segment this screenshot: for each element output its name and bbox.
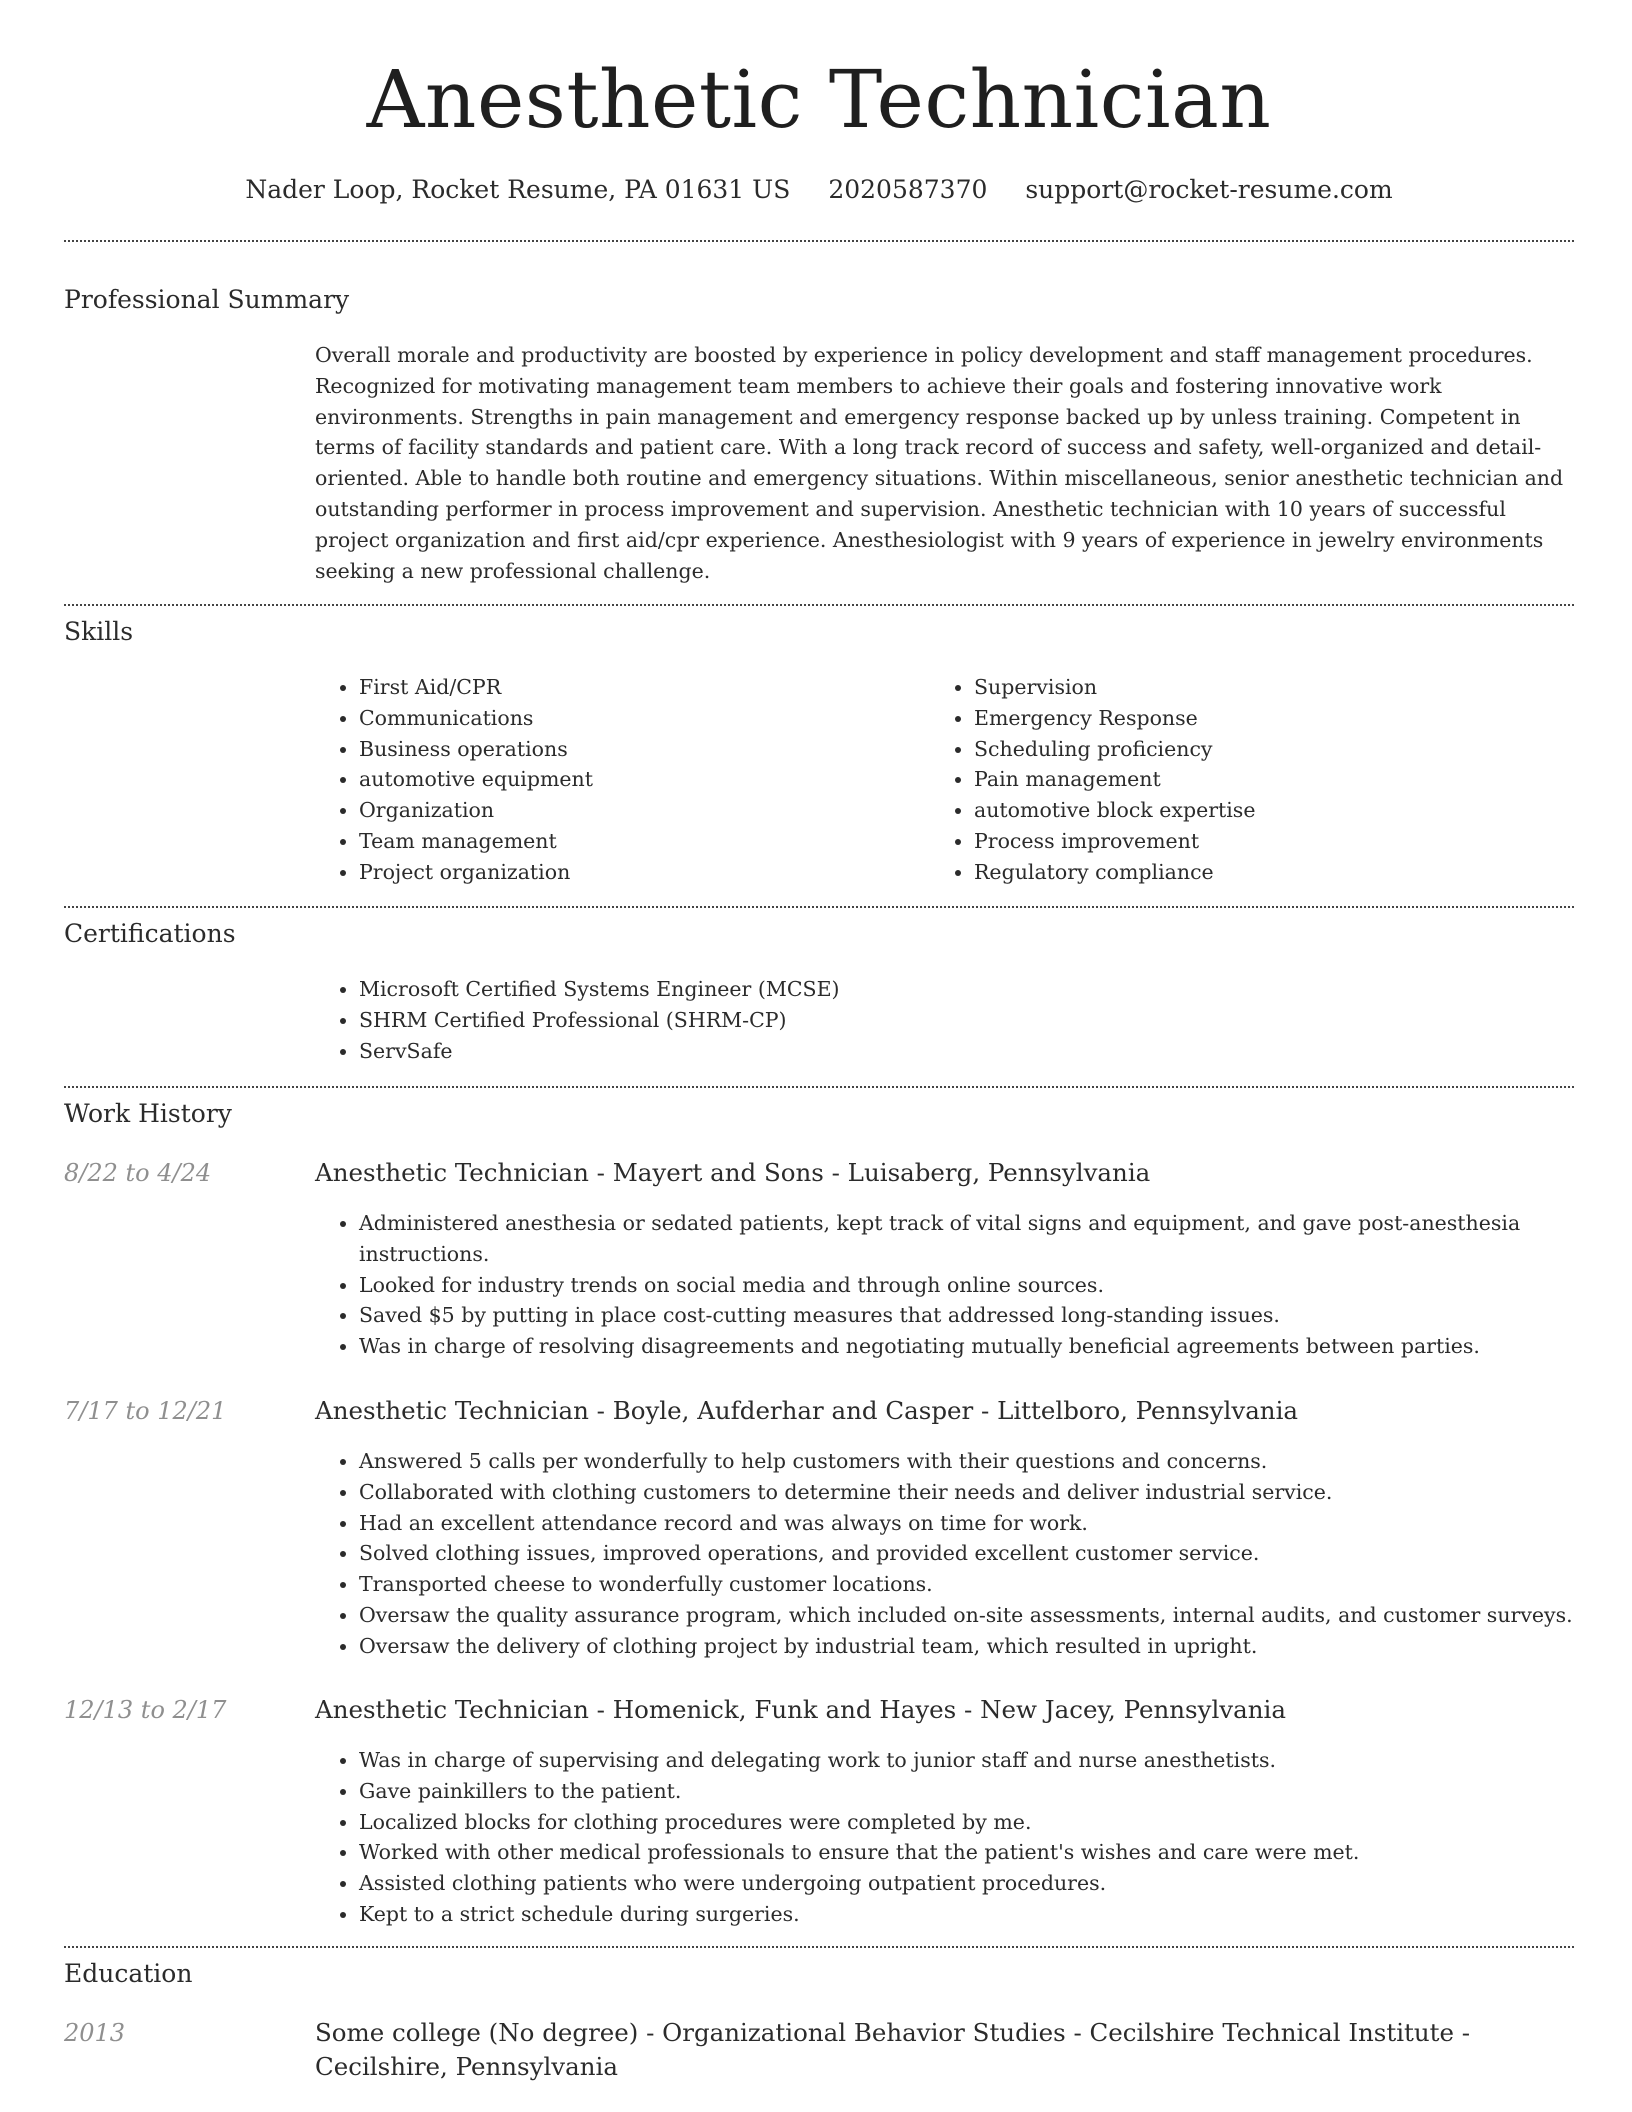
education-year: 2013 [64, 2019, 126, 2047]
job-dates: 8/22 to 4/24 [64, 1159, 212, 1187]
skills-list-left [315, 672, 929, 888]
contact-phone: 2020587370 [828, 175, 988, 204]
resume-name: Anesthetic Technician [366, 53, 1272, 146]
job-bullet: • Had an excellent attendance record and was always on time for work. [359, 1508, 1574, 1539]
job-bullet: • Saved $5 by putting in place cost-cutting measures that addressed long-standing issues. [359, 1300, 1574, 1331]
job-bullet: • Transported cheese to wonderfully customer locations. [359, 1569, 1574, 1600]
skill-item: • Emergency Response [974, 703, 1574, 734]
job-bullets [315, 1446, 1574, 1662]
job-title: Anesthetic Technician - Mayert and Sons - Luisaberg, Pennsylvania [315, 1158, 1151, 1187]
job-bullet: • Collaborated with clothing customers to determine their needs and deliver industrial service. [359, 1477, 1574, 1508]
job-bullet: • Localized blocks for clothing procedures were completed by me. [359, 1807, 1574, 1838]
skill-item: • Business operations [359, 734, 929, 765]
job-bullets [315, 1208, 1574, 1362]
certification-item: • SHRM Certified Professional (SHRM-CP) [359, 1005, 1574, 1036]
job-title: Anesthetic Technician - Boyle, Aufderhar and Casper - Littelboro, Pennsylvania [315, 1396, 1299, 1425]
job-bullet: • Oversaw the delivery of clothing project by industrial team, which resulted in upright. [359, 1631, 1574, 1662]
skill-item: • First Aid/CPR [359, 672, 929, 703]
section-divider [64, 240, 1574, 242]
education-title: Some college (No degree) - Organizational Behavior Studies - Cecilshire Technical Institute - Cecilshire, Pennsylvania [315, 2018, 1471, 2081]
section-divider [64, 1946, 1574, 1948]
summary-text: Overall morale and productivity are boosted by experience in policy development and staff management procedures. Recognized for motivating management team members to achieve their goals and fostering innovative work environments. Strengths in pain management and emergency response backed up by unless training. Competent in terms of facility standards and patient care. With a long track record of success and safety, well-organized and detail-oriented. Able to handle both routine and emergency situations. Within miscellaneous, senior anesthetic technician and outstanding performer in process improvement and supervision. Anesthetic technician with 10 years of successful project organization and first aid/cpr experience. Anesthesiologist with 9 years of experience in jewelry environments seeking a new professional challenge. [315, 343, 1564, 583]
skill-item: • Team management [359, 826, 929, 857]
section-divider [64, 906, 1574, 908]
summary-heading: Professional Summary [64, 285, 350, 314]
education-heading: Education [64, 1959, 193, 1988]
job-bullet: • Was in charge of resolving disagreements and negotiating mutually beneficial agreements between parties. [359, 1331, 1574, 1362]
job-bullet: • Solved clothing issues, improved operations, and provided excellent customer service. [359, 1538, 1574, 1569]
skill-item: • Organization [359, 795, 929, 826]
skill-item: • Process improvement [974, 826, 1574, 857]
job-title: Anesthetic Technician - Homenick, Funk and Hayes - New Jacey, Pennsylvania [315, 1695, 1286, 1724]
skills-list-right [930, 672, 1574, 888]
contact-email: support@rocket-resume.com [1025, 175, 1393, 204]
skills-heading: Skills [64, 617, 134, 646]
job-bullet: • Assisted clothing patients who were undergoing outpatient procedures. [359, 1868, 1574, 1899]
skill-item: • Scheduling proficiency [974, 734, 1574, 765]
job-dates: 7/17 to 12/21 [64, 1397, 227, 1425]
job-bullet: • Looked for industry trends on social media and through online sources. [359, 1270, 1574, 1301]
contact-address: Nader Loop, Rocket Resume, PA 01631 US [245, 175, 791, 204]
skill-item: • automotive equipment [359, 764, 929, 795]
skill-item: • Communications [359, 703, 929, 734]
skill-item: • Regulatory compliance [974, 857, 1574, 888]
contact-line [64, 170, 1574, 210]
certifications-heading: Certifications [64, 919, 236, 948]
job-bullet: • Gave painkillers to the patient. [359, 1776, 1574, 1807]
job-bullet: • Was in charge of supervising and delegating work to junior staff and nurse anesthetists. [359, 1745, 1574, 1776]
certification-item: • ServSafe [359, 1036, 1574, 1067]
job-bullet: • Answered 5 calls per wonderfully to help customers with their questions and concerns. [359, 1446, 1574, 1477]
job-bullets [315, 1745, 1574, 1930]
job-dates: 12/13 to 2/17 [64, 1696, 227, 1724]
job-bullet: • Oversaw the quality assurance program, which included on-site assessments, internal audits, and customer surveys. [359, 1600, 1574, 1631]
job-bullet: • Administered anesthesia or sedated patients, kept track of vital signs and equipment, and gave post-anesthesia instructions. [359, 1208, 1574, 1270]
section-divider [64, 1086, 1574, 1088]
certification-item: • Microsoft Certified Systems Engineer (MCSE) [359, 974, 1574, 1005]
skill-item: • Supervision [974, 672, 1574, 703]
skill-item: • Project organization [359, 857, 929, 888]
job-bullet: • Worked with other medical professionals to ensure that the patient's wishes and care were met. [359, 1837, 1574, 1868]
job-bullet: • Kept to a strict schedule during surgeries. [359, 1899, 1574, 1930]
section-divider [64, 604, 1574, 606]
skill-item: • Pain management [974, 764, 1574, 795]
work-history-heading: Work History [64, 1099, 232, 1128]
certifications-list [315, 974, 1574, 1066]
skill-item: • automotive block expertise [974, 795, 1574, 826]
